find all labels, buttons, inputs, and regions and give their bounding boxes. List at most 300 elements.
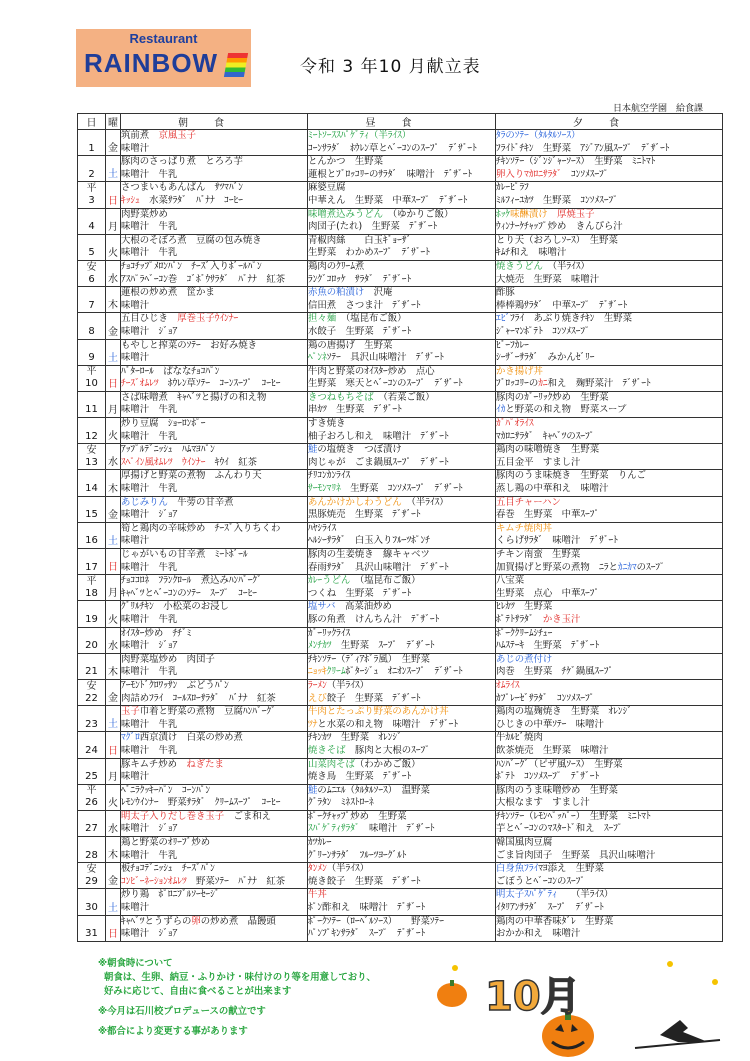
menu-line (121, 300, 307, 313)
menu-line (308, 287, 495, 300)
menu-line (496, 575, 722, 588)
header-dow: 曜 (106, 114, 121, 130)
menu-item-text: 大根のそぼろ煮 豆腐の包み焼き (121, 234, 262, 246)
table-row (78, 575, 723, 601)
menu-item-text: 味噌汁 牛乳 (121, 613, 178, 625)
menu-line (496, 654, 722, 667)
menu-line (496, 182, 722, 195)
menu-line (496, 706, 722, 719)
menu-line (308, 928, 495, 941)
menu-item-text: あんかけかしわうどん (308, 496, 402, 508)
menu-line (121, 863, 307, 876)
menu-item-text: 鮭 (308, 784, 318, 796)
table-row (78, 732, 723, 758)
menu-line (496, 221, 722, 234)
dinner-cell (496, 575, 723, 601)
breakfast-cell (121, 287, 308, 313)
menu-item-text: ﾍﾟﾝﾈ (308, 352, 327, 364)
dinner-cell (496, 470, 723, 496)
menu-item-text: 厚焼玉子 (556, 208, 595, 220)
menu-line (308, 797, 495, 810)
day-prefix: 平 (86, 182, 97, 194)
weekday-cell: 日 (106, 549, 121, 575)
note-line: ※今月は石川校プロデュースの献立です (98, 1006, 266, 1017)
menu-item-text: 味噌汁 牛乳 (121, 666, 178, 678)
table-row (78, 234, 723, 260)
menu-item-text: ｴﾋﾞ (496, 313, 511, 325)
menu-line (308, 156, 495, 169)
menu-item-text: ｸﾞﾘｰﾝｻﾗﾀﾞ ﾌﾙｰﾂﾖｰｸﾞﾙﾄ (308, 849, 407, 861)
menu-item-text: もやしと搾菜のｿﾃｰ お好み焼き (121, 339, 257, 351)
menu-line (496, 444, 722, 457)
menu-item-text: ｺｰﾝｻﾗﾀﾞ ﾎｳﾚﾝ草とﾍﾞｰｺﾝのｽｰﾌﾟ ﾃﾞｻﾞｰﾄ (308, 142, 477, 154)
menu-item-text: 味噌汁 (121, 142, 150, 154)
menu-line (121, 313, 307, 326)
menu-item-text: かき玉汁 (542, 613, 581, 625)
menu-item-text: 肉巻 生野菜 ﾁｹﾞ鍋風ｽｰﾌﾟ (496, 666, 614, 678)
menu-line (496, 640, 722, 653)
table-row (78, 339, 723, 365)
day-number: 9 (88, 352, 95, 364)
day-number: 7 (88, 299, 95, 311)
menu-item-text: チキン南蛮 生野菜 (496, 549, 581, 560)
menu-line (496, 247, 722, 260)
lunch-cell (308, 810, 496, 836)
menu-item-text: キムチ焼肉丼 (496, 522, 552, 534)
menu-item-text: 板ﾁｮｺﾃﾞﾆｯｼｭ ﾁｰｽﾞﾊﾟﾝ (121, 863, 215, 875)
page-title: 令和 3 年10 月献立表 (300, 57, 481, 77)
breakfast-cell (121, 706, 308, 732)
menu-item-text: 棒棒鶏ｻﾗﾀﾞ 中華ｽｰﾌﾟ ﾃﾞｻﾞｰﾄ (496, 299, 628, 311)
day-prefix (78, 471, 105, 483)
header-breakfast: 朝食 (121, 114, 308, 130)
menu-line (496, 771, 722, 784)
menu-item-text: ｲﾀﾘｱﾝｻﾗﾀﾞ ｽｰﾌﾟ ﾃﾞｻﾞｰﾄ (496, 902, 604, 914)
dinner-cell (496, 391, 723, 417)
menu-item-text: ﾚﾓﾝｳｲﾝﾅｰ 野菜ｻﾗﾀﾞ ｸﾘｰﾑｽｰﾌﾟ ｺｰﾋｰ (121, 797, 281, 809)
day-number: 23 (85, 718, 98, 730)
breakfast-cell (121, 810, 308, 836)
day-cell (78, 601, 106, 627)
menu-item-text: 鶏の唐揚げ 生野菜 (308, 339, 393, 351)
menu-item-text: ﾒﾝﾁｶﾂ (308, 640, 332, 652)
menu-line (496, 601, 722, 614)
weekday-cell: 金 (106, 496, 121, 522)
menu-line (121, 719, 307, 732)
day-number: 4 (88, 221, 95, 233)
lunch-cell (308, 601, 496, 627)
menu-item-text: ﾎﾟｰｸｸﾘｰﾑｼﾁｭｰ (496, 627, 553, 639)
menu-item-text: 肉野菜炒め (121, 208, 168, 220)
dinner-cell (496, 182, 723, 208)
weekday-cell: 土 (106, 339, 121, 365)
menu-item-text: あじみりん (121, 496, 168, 508)
menu-item-text: ｺﾝﾋﾞｰﾈｰｼｮﾝｵﾑﾚﾂ (121, 875, 187, 887)
menu-line (308, 745, 495, 758)
menu-line (121, 889, 307, 902)
day-number: 20 (85, 640, 98, 652)
weekday-cell: 木 (106, 653, 121, 679)
breakfast-cell (121, 863, 308, 889)
witch-icon (660, 1020, 708, 1042)
menu-item-text: 味噌煮込みうどん (308, 208, 384, 220)
menu-item-text: 味噌汁 牛乳 (121, 483, 178, 495)
menu-item-text: 焼き餃子 生野菜 ﾃﾞｻﾞｰﾄ (308, 875, 421, 887)
menu-line (121, 143, 307, 156)
menu-item-text: 厚揚げと野菜の煮物 ふんわり天 (121, 470, 262, 482)
menu-line (496, 313, 722, 326)
menu-item-text: 鶏肉のｸﾘｰﾑ煮 (308, 260, 365, 272)
menu-line (496, 431, 722, 444)
menu-item-text: かき揚げ丼 (496, 365, 543, 377)
day-number: 22 (85, 692, 98, 704)
menu-item-text: ﾀﾗのｿﾃｰ（ﾀﾙﾀﾙｿｰｽ） (496, 130, 581, 141)
menu-line (308, 759, 495, 772)
table-row (78, 810, 723, 836)
lunch-cell (308, 679, 496, 705)
lunch-cell (308, 130, 496, 156)
menu-line (308, 680, 495, 693)
menu-line (121, 418, 307, 431)
menu-item-text: （半ﾗｲｽ） (542, 260, 590, 272)
menu-item-text: ごま旨肉団子 生野菜 具沢山味噌汁 (496, 849, 656, 861)
day-prefix (78, 209, 105, 221)
menu-item-text: （わかめご飯） (354, 758, 421, 770)
logo-line1: Restaurant (129, 31, 198, 46)
menu-item-text: とんかつ 生野菜 (308, 156, 384, 168)
menu-item-text (548, 209, 557, 220)
menu-line (496, 497, 722, 510)
breakfast-cell (121, 182, 308, 208)
menu-line (121, 928, 307, 941)
menu-line (121, 837, 307, 850)
menu-line (496, 366, 722, 379)
weekday-cell: 月 (106, 758, 121, 784)
day-number: 24 (85, 744, 98, 756)
menu-item-text: ﾎｯｹ (496, 208, 511, 220)
dinner-cell (496, 156, 723, 182)
menu-line (121, 247, 307, 260)
menu-line (308, 235, 495, 248)
lunch-cell (308, 575, 496, 601)
day-prefix: 安 (86, 863, 97, 875)
menu-item-text: 五目金平 すまし汁 (496, 456, 581, 468)
menu-line (121, 497, 307, 510)
menu-line (496, 195, 722, 208)
lunch-cell (308, 496, 496, 522)
menu-line (308, 182, 495, 195)
menu-item-text: えび (308, 692, 327, 704)
menu-line (121, 562, 307, 575)
menu-item-text: 生野菜 寒天とﾍﾞｰｺﾝのｽｰﾌﾟ ﾃﾞｻﾞｰﾄ (308, 378, 463, 390)
table-row (78, 522, 723, 548)
menu-item-text: 味噌汁 牛乳 (121, 168, 178, 180)
menu-line (121, 195, 307, 208)
star-icon (712, 979, 718, 985)
lunch-cell (308, 418, 496, 444)
restaurant-rainbow-logo (76, 29, 251, 87)
menu-line (308, 431, 495, 444)
menu-item-text: 麻婆豆腐 (308, 182, 346, 194)
day-prefix (78, 523, 105, 535)
lunch-cell (308, 260, 496, 286)
menu-line (121, 221, 307, 234)
menu-item-text: ﾏｶﾛﾆｻﾗﾀﾞ ｷｬﾍﾞﾂのｽｰﾌﾟ (496, 430, 595, 442)
table-row (78, 496, 723, 522)
menu-line (121, 378, 307, 391)
table-row (78, 627, 723, 653)
menu-line (308, 823, 495, 836)
menu-item-text: きつねもちそば (308, 391, 374, 403)
dinner-cell (496, 784, 723, 810)
menu-item-text: 味噌汁 ｼﾞｮｱ (121, 640, 178, 652)
menu-line (496, 732, 722, 745)
menu-item-text: 山菜肉そば (308, 758, 355, 770)
day-cell (78, 810, 106, 836)
lunch-cell (308, 287, 496, 313)
menu-item-text: ﾊﾑｽﾃｰｷ 生野菜 ﾃﾞｻﾞｰﾄ (496, 640, 600, 652)
menu-line (121, 575, 307, 588)
menu-line (496, 811, 722, 824)
menu-line (308, 706, 495, 719)
weekday-cell: 水 (106, 810, 121, 836)
menu-item-text: ﾐｰﾄｿｰｽｽﾊﾟｹﾞﾃｨ（半ﾗｲｽ） (308, 130, 412, 141)
dinner-cell (496, 130, 723, 156)
menu-line (121, 797, 307, 810)
menu-line (308, 313, 495, 326)
menu-line (308, 916, 495, 929)
menu-line (308, 326, 495, 339)
menu-line (496, 837, 722, 850)
menu-line (121, 745, 307, 758)
menu-item-text: すき焼き (308, 418, 346, 430)
menu-item-text: 和え 麹野菜汁 ﾃﾞｻﾞｰﾄ (547, 378, 651, 390)
menu-item-text: ﾊﾞﾀｰﾛｰﾙ ぱななﾁｮｺﾊﾟﾝ (121, 365, 220, 377)
table-row (78, 863, 723, 889)
notes (98, 957, 376, 1039)
menu-item-text: 飲茶焼売 生野菜 味噌汁 (496, 744, 609, 756)
breakfast-cell (121, 313, 308, 339)
menu-line (496, 562, 722, 575)
table-row (78, 260, 723, 286)
menu-item-text: 味噌汁 牛乳 (121, 744, 178, 756)
menu-item-text: ﾍﾞﾆﾗｸｯｷｰﾊﾟﾝ ｺｰﾝﾊﾟﾝ (121, 784, 211, 796)
menu-line (308, 483, 495, 496)
menu-item-text: 味噌汁 (121, 771, 150, 783)
weekday-cell: 金 (106, 313, 121, 339)
day-number: 29 (85, 875, 98, 887)
menu-line (496, 745, 722, 758)
menu-item-text: 筑前煮 (121, 130, 159, 141)
menu-item-text: 豚キムチ炒め (121, 758, 187, 770)
menu-item-text: ｶﾞｰﾘｯｸﾗｲｽ (308, 627, 351, 639)
menu-line (496, 797, 722, 810)
menu-item-text: 柚子おろし和え 味噌汁 ﾃﾞｻﾞｰﾄ (308, 430, 449, 442)
menu-item-text: 蒸し鶏の中華和え 味噌汁 (496, 483, 609, 495)
day-prefix: 平 (86, 785, 97, 797)
month-label: 10月 (485, 974, 581, 1020)
menu-item-text: ｻｰﾓﾝﾏﾘﾈ (308, 483, 341, 495)
day-number: 26 (85, 797, 98, 809)
menu-line (308, 378, 495, 391)
menu-item-text: 水餃子 生野菜 ﾃﾞｻﾞｰﾄ (308, 325, 412, 337)
menu-line (121, 706, 307, 719)
menu-item-text: 豚肉のｶﾞｰﾘｯｸ炒め 生野菜 (496, 391, 609, 403)
menu-line (308, 352, 495, 365)
menu-item-text: ﾋﾚｶﾂ 生野菜 (496, 601, 553, 613)
menu-item-text: 炒り鶏 ﾎﾟﾛﾆﾌﾞﾙｿｰｾｰｼﾞ (121, 889, 220, 901)
table-row (78, 130, 723, 156)
day-cell (78, 470, 106, 496)
menu-line (496, 404, 722, 417)
menu-item-text: 信田煮 さつま汁 ﾃﾞｻﾞｰﾄ (308, 299, 421, 311)
menu-item-text: 酢豚 (496, 287, 515, 299)
day-number: 19 (85, 613, 98, 625)
menu-item-text: ｶﾚｰうどん (308, 575, 351, 587)
table-row (78, 758, 723, 784)
note-line: ※朝食時について (98, 958, 173, 969)
menu-line (308, 771, 495, 784)
menu-item-text: 鶏肉の塩麹焼き 生野菜 ｵﾚﾝｼﾞ (496, 706, 632, 718)
menu-line (308, 719, 495, 732)
day-cell (78, 287, 106, 313)
menu-line (308, 628, 495, 641)
day-cell (78, 339, 106, 365)
dinner-cell (496, 496, 723, 522)
menu-item-text: 味噌汁 牛乳 (121, 430, 178, 442)
lunch-cell (308, 549, 496, 575)
menu-line (308, 850, 495, 863)
menu-line (121, 523, 307, 536)
menu-item-text: ｵｲｽﾀｰ炒め ﾁﾁﾞﾐ (121, 627, 192, 639)
weekday-cell: 木 (106, 470, 121, 496)
table-row (78, 391, 723, 417)
breakfast-cell (121, 444, 308, 470)
menu-item-text: ねぎたま (186, 758, 224, 770)
menu-line (308, 876, 495, 889)
menu-item-text: 味噌汁 ｼﾞｮｱ (121, 928, 178, 940)
dinner-cell (496, 706, 723, 732)
menu-line (496, 876, 722, 889)
menu-item-text: じゃがいもの甘辛煮 ﾐｰﾄﾎﾞｰﾙ (121, 549, 248, 560)
weekday-cell: 水 (106, 627, 121, 653)
menu-item-text: 明太子入りだし巻き玉子 (121, 810, 225, 822)
menu-item-text: ﾌﾗｲ あぶり焼きﾁｷﾝ 生野菜 (510, 313, 632, 325)
day-number: 21 (85, 666, 98, 678)
pumpkin-icon (437, 980, 467, 1007)
day-cell (78, 496, 106, 522)
menu-item-text: 焼きそば (308, 744, 346, 756)
weekday-cell: 月 (106, 575, 121, 601)
menu-item-text: ﾎﾟｰｸｿﾃｰ（ﾛｰﾍﾞﾙｿｰｽ） 野菜ｿﾃｰ (308, 915, 444, 927)
menu-line (496, 392, 722, 405)
menu-item-text: ｷｬﾍﾞﾂとうずらの (121, 915, 192, 927)
menu-line (496, 156, 722, 169)
menu-line (308, 601, 495, 614)
day-cell (78, 260, 106, 286)
menu-item-text: ﾊﾔｼﾗｲｽ (308, 522, 337, 534)
menu-line (121, 759, 307, 772)
dinner-cell (496, 627, 723, 653)
menu-line (121, 274, 307, 287)
menu-item-text: （半ﾗｲｽ） (326, 863, 369, 875)
menu-line (496, 666, 722, 679)
menu-line (308, 497, 495, 510)
weekday-cell: 日 (106, 182, 121, 208)
menu-item-text: のﾑﾆｴﾙ（ﾀﾙﾀﾙｿｰｽ） 温野菜 (317, 784, 430, 796)
table-row (78, 889, 723, 915)
menu-item-text: 生野菜 ｺﾝｿﾒｽｰﾌﾟ ﾃﾞｻﾞｰﾄ (340, 483, 463, 495)
menu-line (496, 169, 722, 182)
day-number: 5 (88, 247, 95, 259)
lunch-cell (308, 837, 496, 863)
note-line: 朝食は、生卵、納豆・ふりかけ・味付けのり等を用意しており、 (104, 972, 376, 983)
menu-line (496, 352, 722, 365)
menu-item-text: （若菜ご飯） (373, 391, 435, 403)
menu-line (121, 785, 307, 798)
menu-item-text: ﾁｮｺﾁｯﾌﾟﾒﾛﾝﾊﾟﾝ ﾁｰｽﾞ入りﾎﾞｰﾙﾊﾟﾝ (121, 260, 262, 272)
menu-line (496, 457, 722, 470)
breakfast-cell (121, 156, 308, 182)
menu-line (496, 680, 722, 693)
day-prefix (78, 916, 105, 928)
menu-line (121, 444, 307, 457)
table-row (78, 601, 723, 627)
menu-item-text: 肉団子(たれ) 生野菜 ﾃﾞｻﾞｰﾄ (308, 221, 438, 233)
menu-item-text: 味噌汁 ﾃﾞｻﾞｰﾄ (359, 823, 435, 835)
menu-item-text: ｱｯﾌﾟﾙﾃﾞﾆｯｼｭ ﾊﾑﾏﾖﾊﾟﾝ (121, 444, 215, 456)
day-number: 14 (85, 483, 98, 495)
menu-line (496, 418, 722, 431)
breakfast-cell (121, 915, 308, 941)
menu-line (496, 523, 722, 536)
menu-item-text: 肉野菜塩炒め 肉団子 (121, 653, 215, 665)
lunch-cell (308, 156, 496, 182)
weekday-cell: 日 (106, 732, 121, 758)
menu-item-text: （塩昆布ご飯） (336, 313, 407, 325)
dinner-cell (496, 837, 723, 863)
dinner-cell (496, 313, 723, 339)
menu-item-text: ｶﾚｰﾋﾟﾗﾌ (496, 182, 529, 194)
menu-line (121, 823, 307, 836)
menu-item-text: 春巻 生野菜 中華ｽｰﾌﾟ (496, 509, 600, 521)
menu-item-text: ﾎﾟｰｸﾁｬｯﾌﾟ炒め 生野菜 (308, 810, 407, 822)
star-icon (667, 961, 673, 967)
menu-line (121, 902, 307, 915)
day-cell (78, 208, 106, 234)
menu-item-text: ｸﾞﾘﾙﾁｷﾝ 小松菜のお浸し (121, 601, 229, 613)
menu-item-text: 卵入りﾏｶﾛﾆｻﾗﾀﾞ (496, 168, 562, 180)
table-row (78, 470, 723, 496)
menu-item-text: 味噌汁 牛乳 (121, 718, 178, 730)
menu-item-text: 五目ひじき (121, 313, 178, 325)
menu-item-text: さば味噌煮 ｷｬﾍﾞﾂと揚げの和え物 (121, 391, 267, 403)
menu-item-text: 八宝菜 (496, 575, 525, 587)
menu-line (308, 470, 495, 483)
menu-item-text: 芋とﾍﾞｰｺﾝのﾏｽﾀｰﾄﾞ和え ｽｰﾌﾟ (496, 823, 623, 835)
day-cell (78, 653, 106, 679)
menu-line (121, 235, 307, 248)
menu-line (121, 366, 307, 379)
menu-item-text: 味噌汁 (121, 352, 150, 364)
menu-line (496, 916, 722, 929)
table-row (78, 915, 723, 941)
menu-line (121, 850, 307, 863)
menu-item-text: つくね 生野菜 ﾃﾞｻﾞｰﾄ (308, 587, 412, 599)
menu-line (121, 916, 307, 929)
table-row (78, 365, 723, 391)
day-prefix (78, 838, 105, 850)
